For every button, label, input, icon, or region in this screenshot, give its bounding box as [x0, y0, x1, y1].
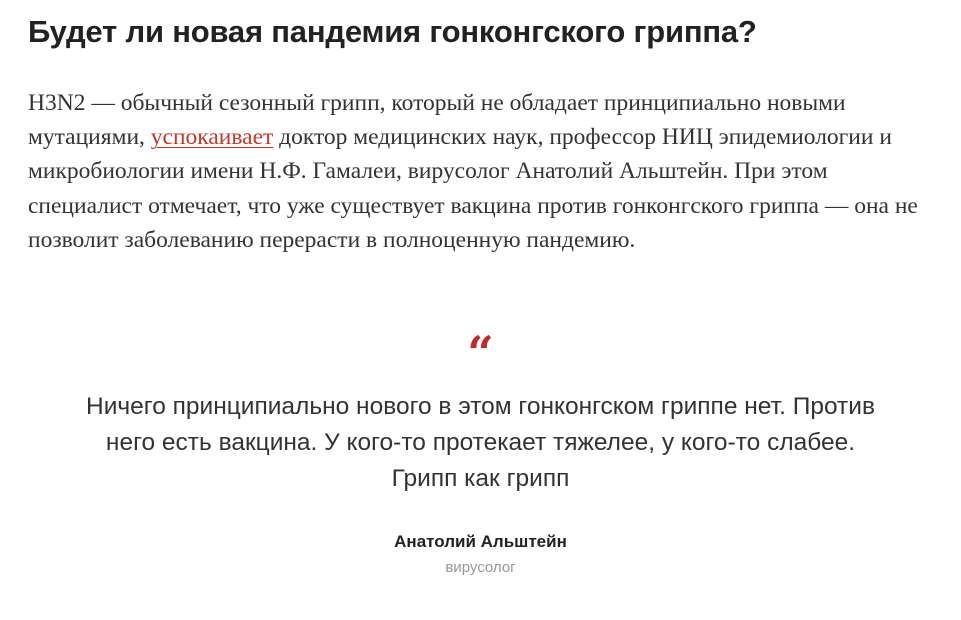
source-link[interactable]: успокаивает — [150, 124, 274, 151]
section-heading: Будет ли новая пандемия гонконгского гриппа? — [28, 14, 757, 49]
quote-block — [0, 326, 961, 578]
quote-mark-icon: “ — [467, 326, 494, 380]
paragraph-text-before-link: H3N2 — обычный сезонный грипп, который не обладает принципиально новыми мутациями, — [28, 90, 846, 151]
quote-author-role: вирусолог — [445, 559, 516, 576]
article-paragraph — [28, 86, 933, 257]
quote-text: Ничего принципиально нового в этом гонконгском гриппе нет. Против него есть вакцина. У кого-то протекает тяжелее, у кого-то слабее. Грипп как грипп — [86, 393, 875, 492]
paragraph-text-after-link: доктор медицинских наук, профессор НИЦ эпидемиологии и микробиологии имени Н.Ф. Гамалеи, вирусолог Анатолий Альштейн. При этом специалист отмечает, что уже существует вакцина против гонконгского гриппа — она не позволит заболеванию перерасти в полноценную пандемию. — [28, 124, 918, 253]
quote-author: Анатолий Альштейн — [394, 532, 567, 551]
article — [28, 0, 933, 257]
